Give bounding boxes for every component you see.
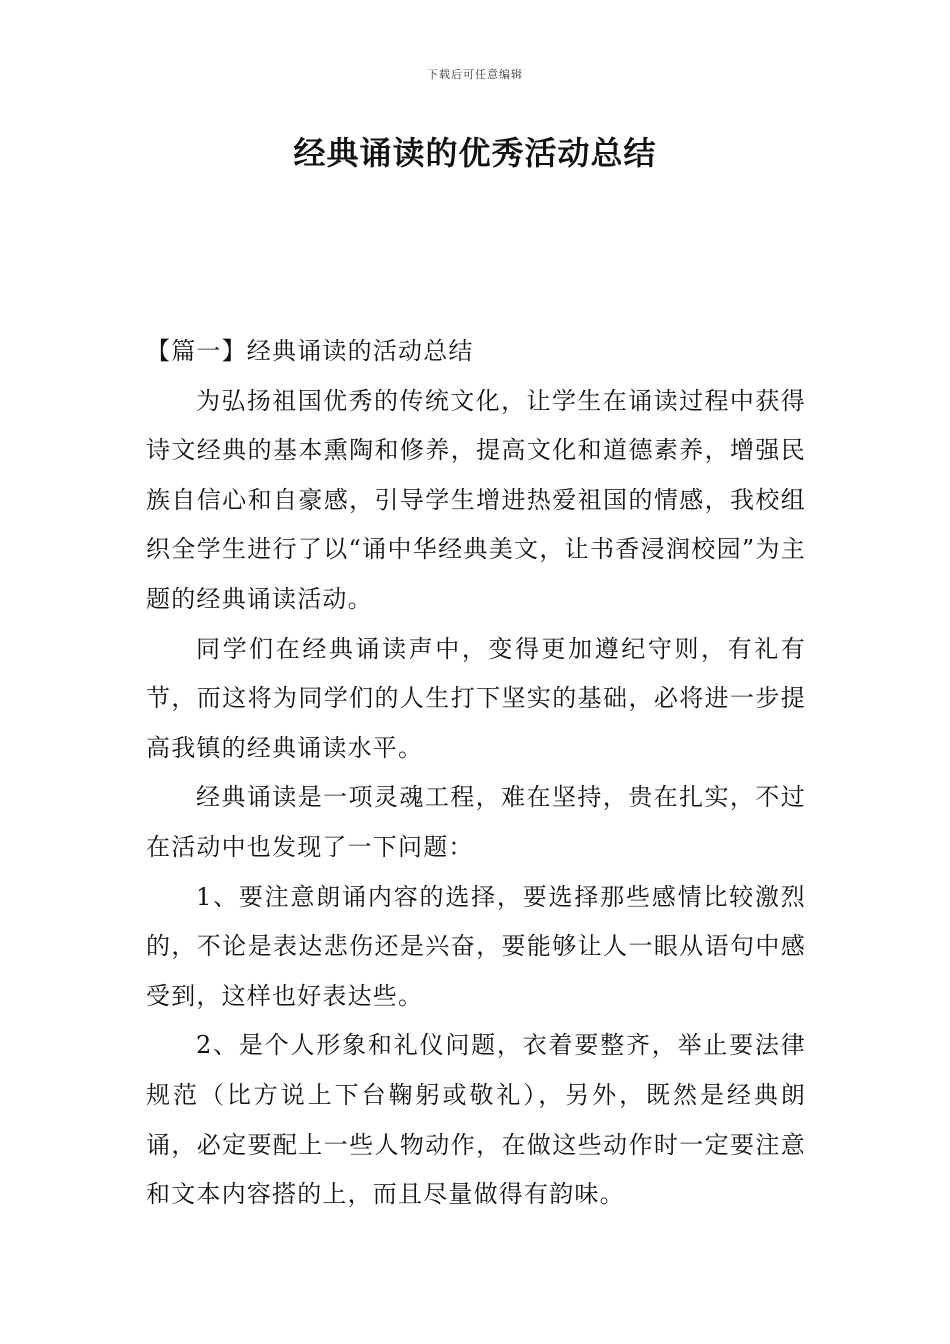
paragraph-5: 2、是个人形象和礼仪问题，衣着要整齐，举止要法律规范（比方说上下台鞠躬或敬礼），另外，既然是经典朗诵，必定要配上一些人物动作，在做这些动作时一定要注意和文本内容搭的上，而且尽量做得有韵味。 <box>146 1031 806 1209</box>
paragraph-4: 1、要注意朗诵内容的选择，要选择那些感情比较激烈的，不论是表达悲伤还是兴奋，要能够让人一眼从语句中感受到，这样也好表达些。 <box>146 882 806 1010</box>
paragraph-1: 为弘扬祖国优秀的传统文化，让学生在诵读过程中获得诗文经典的基本熏陶和修养，提高文化和道德素养，增强民族自信心和自豪感，引导学生增进热爱祖国的情感，我校组织全学生进行了以“诵中华经典美文，让书香浸润校园”为主题的经典诵读活动。 <box>146 386 806 613</box>
document-title: 经典诵读的优秀活动总结 <box>293 134 657 172</box>
document-body <box>146 327 806 1220</box>
paragraph-2: 同学们在经典诵读声中，变得更加遵纪守则，有礼有节，而这将为同学们的人生打下坚实的基础，必将进一步提高我镇的经典诵读水平。 <box>146 634 806 762</box>
header-note: 下载后可任意编辑 <box>427 68 523 81</box>
section-heading: 【篇一】经典诵读的活动总结 <box>146 337 474 365</box>
paragraph-3: 经典诵读是一项灵魂工程，难在坚持，贵在扎实，不过在活动中也发现了一下问题： <box>146 783 806 861</box>
